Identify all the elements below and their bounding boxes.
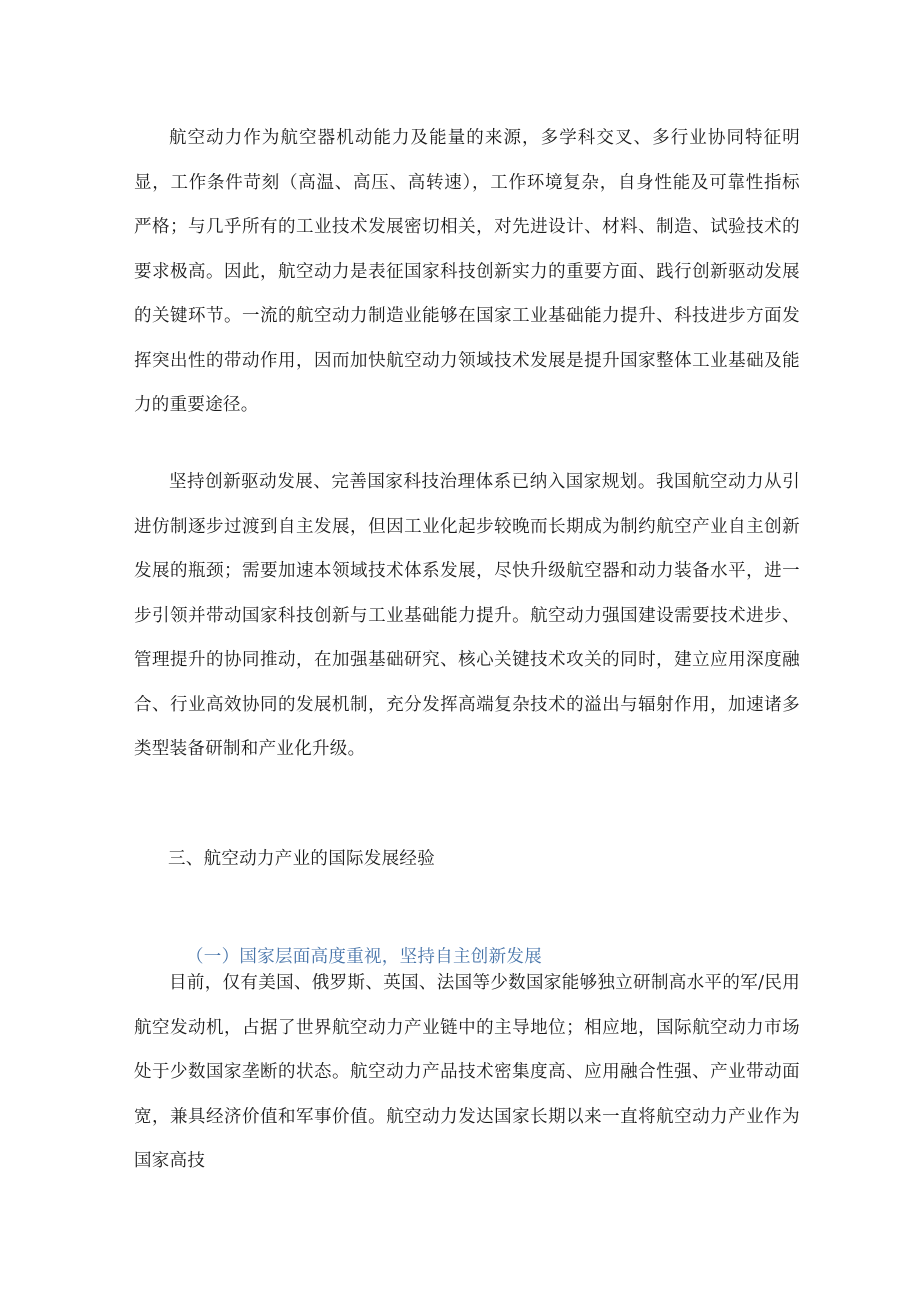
- subsection-heading: （一）国家层面高度重视，坚持自主创新发展: [186, 947, 542, 967]
- body-paragraph: 航空动力作为航空器机动能力及能量的来源，多学科交叉、多行业协同特征明显，工作条件苛刻（高温、高压、高转速），工作环境复杂，自身性能及可靠性指标严格；与几乎所有的工业技术发展密切相关，对先进设计、材料、制造、试验技术的要求极高。因此，航空动力是表征国家科技创新实力的重要方面、践行创新驱动发展的关键环节。一流的航空动力制造业能够在国家工业基础能力提升、科技进步方面发挥突出性的带动作用，因而加快航空动力领域技术发展是提升国家整体工业基础及能力的重要途径。: [134, 128, 800, 415]
- section-heading: 三、航空动力产业的国际发展经验: [168, 849, 435, 869]
- body-paragraph: 坚持创新驱动发展、完善国家科技治理体系已纳入国家规划。我国航空动力从引进仿制逐步过渡到自主发展，但因工业化起步较晚而长期成为制约航空产业自主创新发展的瓶颈；需要加速本领域技术体系发展，尽快升级航空器和动力装备水平，进一步引领并带动国家科技创新与工业基础能力提升。航空动力强国建设需要技术进步、管理提升的协同推动，在加强基础研究、核心关键技术攻关的同时，建立应用深度融合、行业高效协同的发展机制，充分发挥高端复杂技术的溢出与辐射作用，加速诸多类型装备研制和产业化升级。: [134, 472, 800, 759]
- body-paragraph: 目前，仅有美国、俄罗斯、英国、法国等少数国家能够独立研制高水平的军/民用航空发动机，占据了世界航空动力产业链中的主导地位；相应地，国际航空动力市场处于少数国家垄断的状态。航空动力产品技术密集度高、应用融合性强、产业带动面宽，兼具经济价值和军事价值。航空动力发达国家长期以来一直将航空动力产业作为国家高技: [134, 973, 800, 1171]
